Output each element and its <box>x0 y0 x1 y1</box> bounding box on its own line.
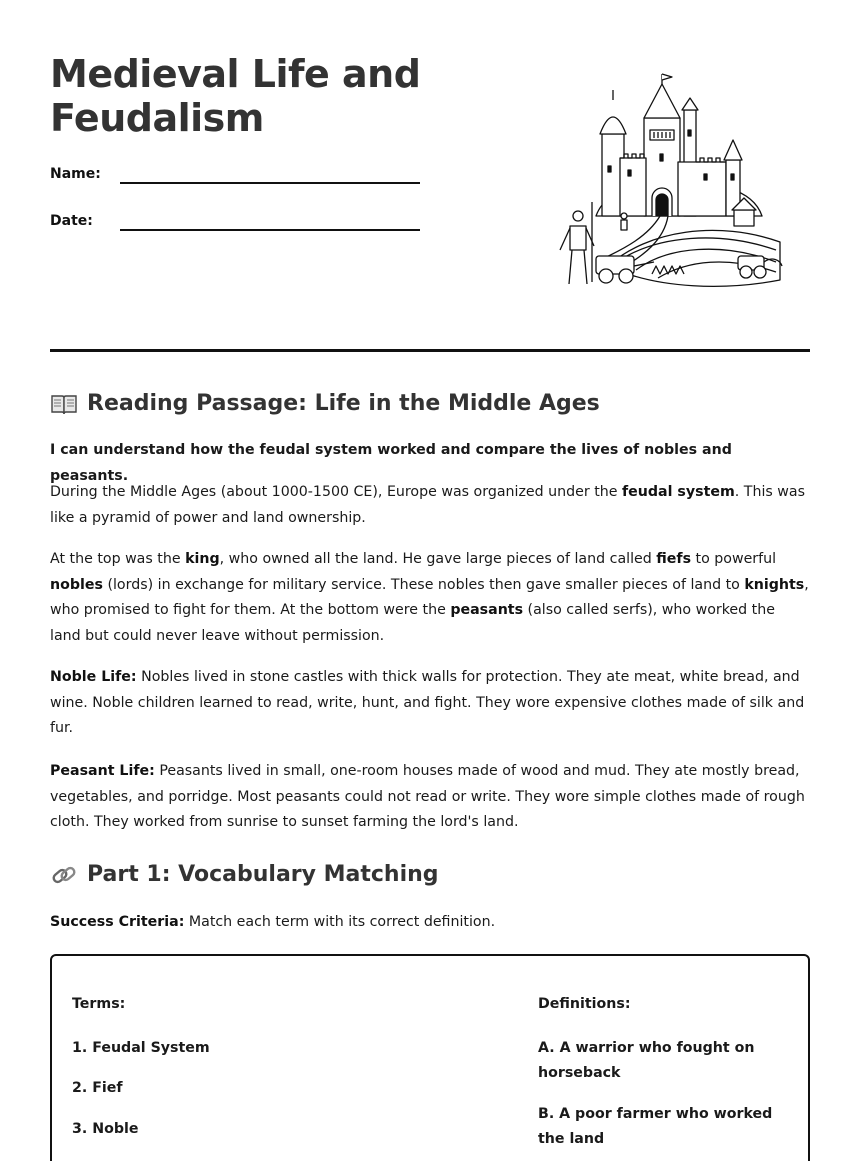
paragraph-noble-life: Noble Life: Nobles lived in stone castles with thick walls for protection. They ate meat, white bread, and wine. Noble children learned to read, write, hunt, and fight. They wore expensive clothes made of silk and fur. <box>50 669 805 736</box>
definition-item: A. A warrior who fought on horseback <box>538 1040 755 1081</box>
vocab-matching-box <box>50 954 810 1161</box>
castle-illustration <box>548 70 788 302</box>
definitions-header: Definitions: <box>538 996 631 1012</box>
open-book-icon <box>50 392 78 416</box>
date-label: Date: <box>50 213 93 229</box>
definition-item: B. A poor farmer who worked the land <box>538 1106 773 1147</box>
name-label: Name: <box>50 166 101 182</box>
paragraph-hierarchy: At the top was the king, who owned all the land. He gave large pieces of land called fiefs to powerful nobles (lords) in exchange for military service. These nobles then gave smaller pieces of land to knights, who promised to fight for them. At the bottom were the peasants (also called serfs), who worked the land but could never leave without permission. <box>50 551 809 644</box>
term-item: 1. Feudal System <box>72 1040 210 1056</box>
link-icon <box>50 863 78 887</box>
date-field <box>50 213 420 243</box>
page-title: Medieval Life and Feudalism <box>50 52 421 140</box>
success-criteria: Success Criteria: Match each term with its correct definition. <box>50 914 496 930</box>
vocab-heading-text: Part 1: Vocabulary Matching <box>87 862 439 887</box>
name-input-line[interactable] <box>120 180 420 184</box>
name-field <box>50 166 420 196</box>
term-item: 2. Fief <box>72 1080 123 1096</box>
term-item: 3. Noble <box>72 1121 139 1137</box>
learning-goal: I can understand how the feudal system worked and compare the lives of nobles and peasants. <box>50 442 732 484</box>
reading-heading <box>50 390 600 418</box>
terms-header: Terms: <box>72 996 126 1012</box>
paragraph-peasant-life: Peasant Life: Peasants lived in small, one-room houses made of wood and mud. They ate mostly bread, vegetables, and porridge. Most peasants could not read or write. They wore simple clothes made of rough cloth. They worked from sunrise to sunset farming the lord's land. <box>50 763 805 830</box>
date-input-line[interactable] <box>120 227 420 231</box>
vocab-heading <box>50 861 439 889</box>
header-divider <box>50 349 810 352</box>
paragraph-intro: During the Middle Ages (about 1000-1500 CE), Europe was organized under the feudal system. This was like a pyramid of power and land ownership. <box>50 484 805 526</box>
reading-heading-text: Reading Passage: Life in the Middle Ages <box>87 391 600 416</box>
